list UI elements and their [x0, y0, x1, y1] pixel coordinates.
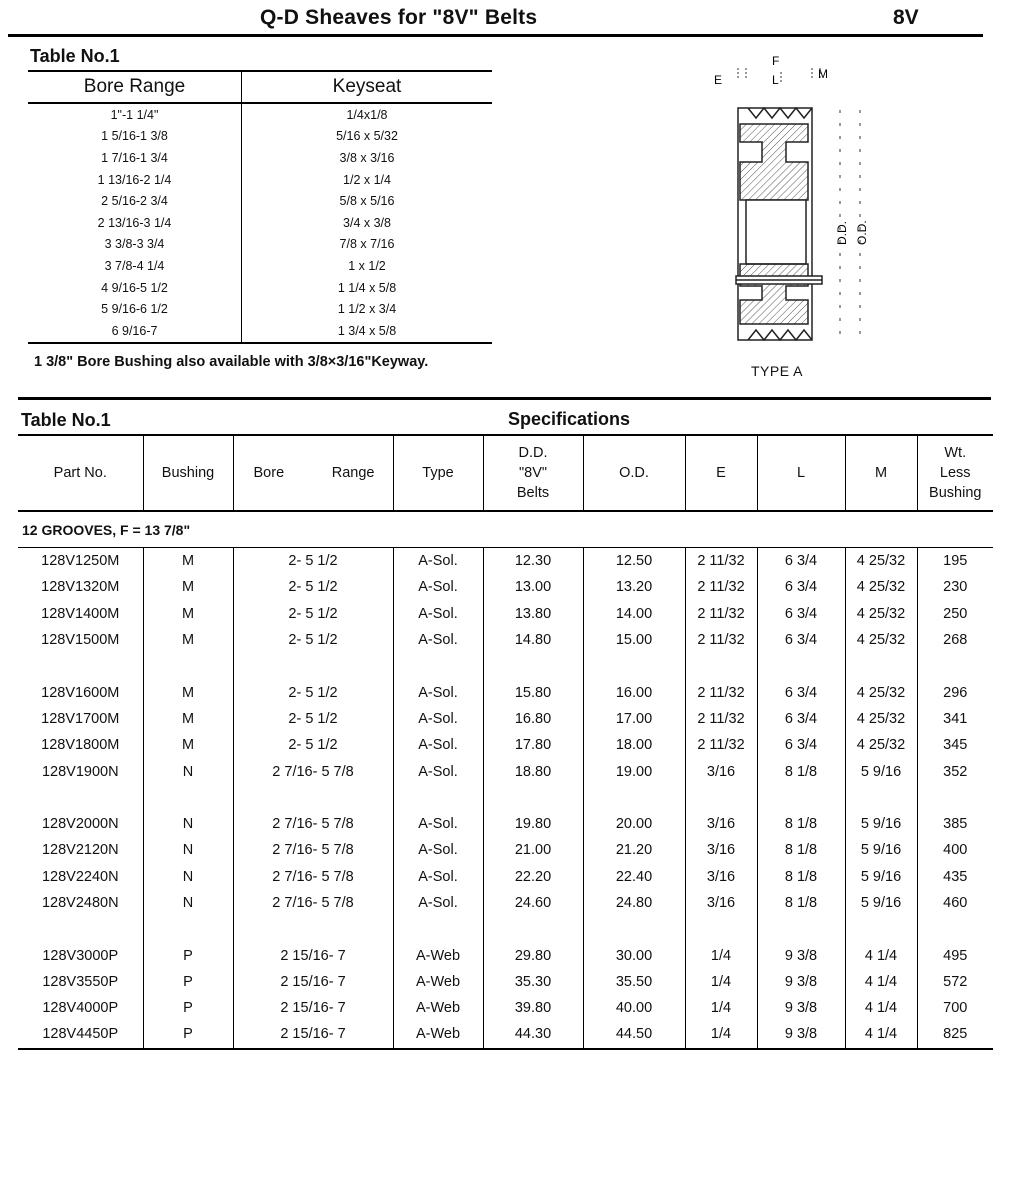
label-e: E — [714, 73, 723, 87]
column-header-bore-range: Bore Range — [233, 435, 393, 511]
keyseat-cell: 3/8 x 3/16 — [339, 150, 395, 165]
m-cell: 4 25/32 — [845, 574, 917, 600]
od-cell: 16.00 — [583, 679, 685, 705]
bore-keyseat-table — [28, 70, 492, 344]
weight-cell: 700 — [943, 1000, 968, 1017]
part-no-cell: 128V4450P — [18, 1021, 143, 1048]
od-cell: 30.00 — [583, 942, 685, 968]
bore-range-cell: 2 15/16- 7 — [233, 995, 393, 1021]
type-cell: A-Web — [393, 942, 483, 968]
dd-cell: 18.80 — [483, 758, 583, 784]
type-cell: A-Sol. — [393, 706, 483, 732]
keyseat-cell: 1 1/2 x 3/4 — [337, 302, 397, 317]
m-cell: 5 9/16 — [845, 864, 917, 890]
bushing-cell: M — [143, 627, 233, 653]
type-cell: A-Sol. — [393, 864, 483, 890]
bore-range-cell: 2 15/16- 7 — [233, 1021, 393, 1048]
dd-cell: 15.80 — [483, 679, 583, 705]
e-cell: 2 11/32 — [685, 706, 757, 732]
weight-cell: 460 — [943, 895, 968, 911]
dd-cell: 39.80 — [483, 995, 583, 1021]
m-cell: 4 25/32 — [845, 548, 917, 575]
m-cell: 4 25/32 — [845, 679, 917, 705]
table-row — [18, 679, 993, 705]
bore-range-cell: 2 7/16- 5 7/8 — [233, 837, 393, 863]
dd-cell: 44.30 — [483, 1021, 583, 1048]
m-cell: 4 25/32 — [845, 732, 917, 758]
e-cell: 3/16 — [685, 811, 757, 837]
od-cell: 22.40 — [583, 864, 685, 890]
table-row — [18, 942, 993, 968]
type-cell: A-Sol. — [393, 837, 483, 863]
bushing-cell: P — [143, 1021, 233, 1048]
od-cell: 40.00 — [583, 995, 685, 1021]
od-cell: 13.20 — [583, 574, 685, 600]
bushing-cell: P — [143, 969, 233, 995]
e-cell: 3/16 — [685, 837, 757, 863]
table-row — [18, 574, 993, 600]
weight-cell: 435 — [943, 868, 968, 885]
m-cell: 4 1/4 — [845, 969, 917, 995]
weight-cell: 400 — [943, 842, 968, 859]
column-header-l: L — [757, 435, 845, 511]
od-cell: 14.00 — [583, 601, 685, 627]
e-cell: 1/4 — [685, 995, 757, 1021]
keyseat-cell: 1 x 1/2 — [348, 258, 386, 273]
m-cell: 4 25/32 — [845, 627, 917, 653]
label-m: M — [818, 67, 828, 81]
row-spacer — [18, 653, 993, 679]
od-cell: 19.00 — [583, 758, 685, 784]
column-header-bushing: Bushing — [143, 435, 233, 511]
table-row — [28, 147, 492, 169]
bore-range-cell: 1 7/16-1 3/4 — [28, 147, 242, 169]
sheave-body — [736, 108, 822, 340]
l-cell: 9 3/8 — [757, 1021, 845, 1048]
bore-range-cell: 3 3/8-3 3/4 — [28, 234, 242, 256]
specifications-table — [18, 434, 993, 1050]
type-cell: A-Sol. — [393, 574, 483, 600]
weight-cell: 230 — [943, 579, 968, 596]
part-no-cell: 128V1320M — [18, 574, 143, 600]
diagram-type-label: TYPE A — [751, 363, 804, 379]
belt-section-code: 8V — [893, 6, 919, 29]
m-cell: 5 9/16 — [845, 837, 917, 863]
row-spacer — [18, 785, 993, 811]
m-cell: 4 1/4 — [845, 942, 917, 968]
bushing-cell: N — [143, 758, 233, 784]
type-cell: A-Sol. — [393, 758, 483, 784]
table-row — [28, 212, 492, 234]
column-header-bore-range: Bore Range — [28, 71, 242, 103]
l-cell: 6 3/4 — [757, 627, 845, 653]
column-header-weight: Wt. Less Bushing — [917, 435, 993, 511]
weight-cell: 296 — [943, 684, 968, 701]
keyseat-cell: 1/2 x 1/4 — [343, 172, 391, 187]
l-cell: 6 3/4 — [757, 706, 845, 732]
table-row — [18, 969, 993, 995]
keyseat-cell: 3/4 x 3/8 — [343, 215, 391, 230]
bushing-cell: M — [143, 732, 233, 758]
table-row — [18, 890, 993, 916]
bore-range-cell: 2- 5 1/2 — [233, 627, 393, 653]
part-no-cell: 128V1400M — [18, 601, 143, 627]
e-cell: 1/4 — [685, 969, 757, 995]
sheave-cross-section-diagram — [700, 50, 880, 350]
l-cell: 9 3/8 — [757, 969, 845, 995]
bore-range-cell: 2- 5 1/2 — [233, 601, 393, 627]
keyseat-cell: 1/4x1/8 — [346, 107, 388, 122]
dd-cell: 21.00 — [483, 837, 583, 863]
weight-cell: 495 — [943, 947, 968, 964]
table1-caption: Table No.1 — [30, 46, 120, 66]
l-cell: 6 3/4 — [757, 574, 845, 600]
bushing-cell: N — [143, 837, 233, 863]
table-row — [18, 864, 993, 890]
od-cell: 24.80 — [583, 890, 685, 916]
bore-range-cell: 2- 5 1/2 — [233, 574, 393, 600]
table-row — [28, 277, 492, 299]
section-rule — [18, 397, 991, 400]
m-cell: 4 25/32 — [845, 706, 917, 732]
e-cell: 2 11/32 — [685, 679, 757, 705]
table-row — [28, 234, 492, 256]
l-cell: 8 1/8 — [757, 864, 845, 890]
dd-cell: 22.20 — [483, 864, 583, 890]
l-cell: 6 3/4 — [757, 679, 845, 705]
keyseat-cell: 5/8 x 5/16 — [339, 194, 395, 209]
part-no-cell: 128V2000N — [18, 811, 143, 837]
keyseat-cell: 1 3/4 x 5/8 — [242, 320, 493, 343]
weight-cell: 341 — [943, 710, 968, 727]
table-row — [18, 732, 993, 758]
column-header-m: M — [845, 435, 917, 511]
od-cell: 21.20 — [583, 837, 685, 863]
column-header-type: Type — [393, 435, 483, 511]
table-row — [18, 706, 993, 732]
table-row — [18, 548, 993, 575]
part-no-cell: 128V2240N — [18, 864, 143, 890]
bore-range-cell: 2 7/16- 5 7/8 — [233, 758, 393, 784]
e-cell: 2 11/32 — [685, 732, 757, 758]
keyseat-cell: 7/8 x 7/16 — [339, 237, 395, 252]
table-row — [28, 255, 492, 277]
dd-cell: 19.80 — [483, 811, 583, 837]
m-cell: 4 1/4 — [845, 1021, 917, 1048]
bushing-cell: M — [143, 679, 233, 705]
bore-range-cell: 2- 5 1/2 — [233, 732, 393, 758]
bushing-cell: M — [143, 574, 233, 600]
table-row — [28, 103, 492, 126]
bore-range-cell: 2 5/16-2 3/4 — [28, 190, 242, 212]
part-no-cell: 128V4000P — [18, 995, 143, 1021]
dd-cell: 13.00 — [483, 574, 583, 600]
bore-range-cell: 2 7/16- 5 7/8 — [233, 811, 393, 837]
dd-cell: 16.80 — [483, 706, 583, 732]
bushing-cell: M — [143, 548, 233, 575]
bore-range-cell: 1 5/16-1 3/8 — [28, 126, 242, 148]
e-cell: 1/4 — [685, 942, 757, 968]
bore-range-cell: 2 15/16- 7 — [233, 942, 393, 968]
od-cell: 20.00 — [583, 811, 685, 837]
bushing-cell: M — [143, 601, 233, 627]
e-cell: 2 11/32 — [685, 574, 757, 600]
type-cell: A-Sol. — [393, 548, 483, 575]
header-rule — [8, 34, 983, 37]
e-cell: 2 11/32 — [685, 627, 757, 653]
table-row — [18, 758, 993, 784]
l-cell: 9 3/8 — [757, 942, 845, 968]
table-row — [18, 811, 993, 837]
bore-range-cell: 6 9/16-7 — [28, 320, 242, 343]
part-no-cell: 128V3000P — [18, 942, 143, 968]
label-f: F — [772, 54, 780, 68]
table-row — [18, 995, 993, 1021]
l-cell: 6 3/4 — [757, 601, 845, 627]
table2-caption: Table No.1 — [21, 410, 111, 430]
bore-range-cell: 2- 5 1/2 — [233, 706, 393, 732]
bore-range-cell: 4 9/16-5 1/2 — [28, 277, 242, 299]
part-no-cell: 128V3550P — [18, 969, 143, 995]
m-cell: 5 9/16 — [845, 758, 917, 784]
part-no-cell: 128V1700M — [18, 706, 143, 732]
m-cell: 4 25/32 — [845, 601, 917, 627]
weight-cell: 385 — [943, 816, 968, 833]
m-cell: 5 9/16 — [845, 811, 917, 837]
l-cell: 8 1/8 — [757, 890, 845, 916]
row-spacer — [18, 916, 993, 942]
column-header-keyseat: Keyseat — [242, 71, 493, 103]
e-cell: 3/16 — [685, 864, 757, 890]
type-cell: A-Sol. — [393, 627, 483, 653]
od-cell: 35.50 — [583, 969, 685, 995]
table-row — [18, 627, 993, 653]
bore-range-cell: 2 7/16- 5 7/8 — [233, 890, 393, 916]
bushing-cell: P — [143, 942, 233, 968]
table-row — [18, 601, 993, 627]
bore-range-cell: 2- 5 1/2 — [233, 548, 393, 575]
weight-cell: 250 — [943, 605, 968, 622]
table-row — [28, 169, 492, 191]
bore-range-cell: 2 15/16- 7 — [233, 969, 393, 995]
column-header-part-no: Part No. — [18, 435, 143, 511]
part-no-cell: 128V1500M — [18, 627, 143, 653]
type-cell: A-Sol. — [393, 679, 483, 705]
table-row — [28, 126, 492, 148]
l-cell: 8 1/8 — [757, 758, 845, 784]
table-row — [18, 1021, 993, 1048]
dd-cell: 17.80 — [483, 732, 583, 758]
dd-cell: 13.80 — [483, 601, 583, 627]
od-cell: 15.00 — [583, 627, 685, 653]
type-cell: A-Web — [393, 969, 483, 995]
part-no-cell: 128V1800M — [18, 732, 143, 758]
weight-cell: 572 — [943, 973, 968, 990]
dd-cell: 12.30 — [483, 548, 583, 575]
e-cell: 3/16 — [685, 758, 757, 784]
e-cell: 3/16 — [685, 890, 757, 916]
m-cell: 4 1/4 — [845, 995, 917, 1021]
keyseat-cell: 5/16 x 5/32 — [336, 129, 398, 144]
l-cell: 6 3/4 — [757, 732, 845, 758]
part-no-cell: 128V2120N — [18, 837, 143, 863]
column-header-od: O.D. — [583, 435, 685, 511]
e-cell: 2 11/32 — [685, 601, 757, 627]
od-cell: 12.50 — [583, 548, 685, 575]
table-row — [28, 320, 492, 343]
label-dd: D.D. — [835, 221, 849, 245]
table-row — [28, 190, 492, 212]
od-cell: 44.50 — [583, 1021, 685, 1048]
document-title: Q-D Sheaves for "8V" Belts — [260, 6, 538, 29]
bushing-cell: P — [143, 995, 233, 1021]
dd-cell: 35.30 — [483, 969, 583, 995]
type-cell: A-Sol. — [393, 890, 483, 916]
od-cell: 17.00 — [583, 706, 685, 732]
m-cell: 5 9/16 — [845, 890, 917, 916]
keyseat-cell: 1 1/4 x 5/8 — [337, 280, 397, 295]
dd-cell: 29.80 — [483, 942, 583, 968]
bushing-note: 1 3/8" Bore Bushing also available with 3/8×3/16"Keyway. — [34, 354, 429, 370]
bore-range-cell: 1 13/16-2 1/4 — [28, 169, 242, 191]
type-cell: A-Sol. — [393, 601, 483, 627]
bushing-cell: M — [143, 706, 233, 732]
weight-cell: 825 — [917, 1021, 993, 1048]
table-row — [28, 298, 492, 320]
dd-cell: 24.60 — [483, 890, 583, 916]
part-no-cell: 128V2480N — [18, 890, 143, 916]
e-cell: 1/4 — [685, 1021, 757, 1048]
type-cell: A-Sol. — [393, 732, 483, 758]
bore-range-cell: 2 7/16- 5 7/8 — [233, 864, 393, 890]
bushing-cell: N — [143, 864, 233, 890]
l-cell: 9 3/8 — [757, 995, 845, 1021]
bushing-cell: N — [143, 811, 233, 837]
part-no-cell: 128V1600M — [18, 679, 143, 705]
dd-cell: 14.80 — [483, 627, 583, 653]
bushing-cell: N — [143, 890, 233, 916]
l-cell: 6 3/4 — [757, 548, 845, 575]
column-header-dd: D.D. "8V" Belts — [483, 435, 583, 511]
e-cell: 2 11/32 — [685, 548, 757, 575]
weight-cell: 268 — [943, 632, 968, 649]
column-header-e: E — [685, 435, 757, 511]
l-cell: 8 1/8 — [757, 837, 845, 863]
bore-range-cell: 2 13/16-3 1/4 — [28, 212, 242, 234]
weight-cell: 195 — [943, 553, 968, 570]
bore-range-cell: 1"-1 1/4" — [28, 103, 242, 126]
group-label: 12 GROOVES, F = 13 7/8" — [18, 511, 993, 548]
part-no-cell: 128V1900N — [18, 758, 143, 784]
bore-range-cell: 2- 5 1/2 — [233, 679, 393, 705]
table-row — [18, 837, 993, 863]
weight-cell: 352 — [943, 763, 968, 780]
type-cell: A-Sol. — [393, 811, 483, 837]
table2-title: Specifications — [508, 409, 631, 429]
label-od: O.D. — [855, 220, 869, 245]
weight-cell: 345 — [943, 737, 968, 754]
part-no-cell: 128V1250M — [18, 548, 143, 575]
bore-range-cell: 3 7/8-4 1/4 — [28, 255, 242, 277]
type-cell: A-Web — [393, 1021, 483, 1048]
type-cell: A-Web — [393, 995, 483, 1021]
bore-range-cell: 5 9/16-6 1/2 — [28, 298, 242, 320]
label-l: L — [772, 73, 779, 87]
od-cell: 18.00 — [583, 732, 685, 758]
l-cell: 8 1/8 — [757, 811, 845, 837]
